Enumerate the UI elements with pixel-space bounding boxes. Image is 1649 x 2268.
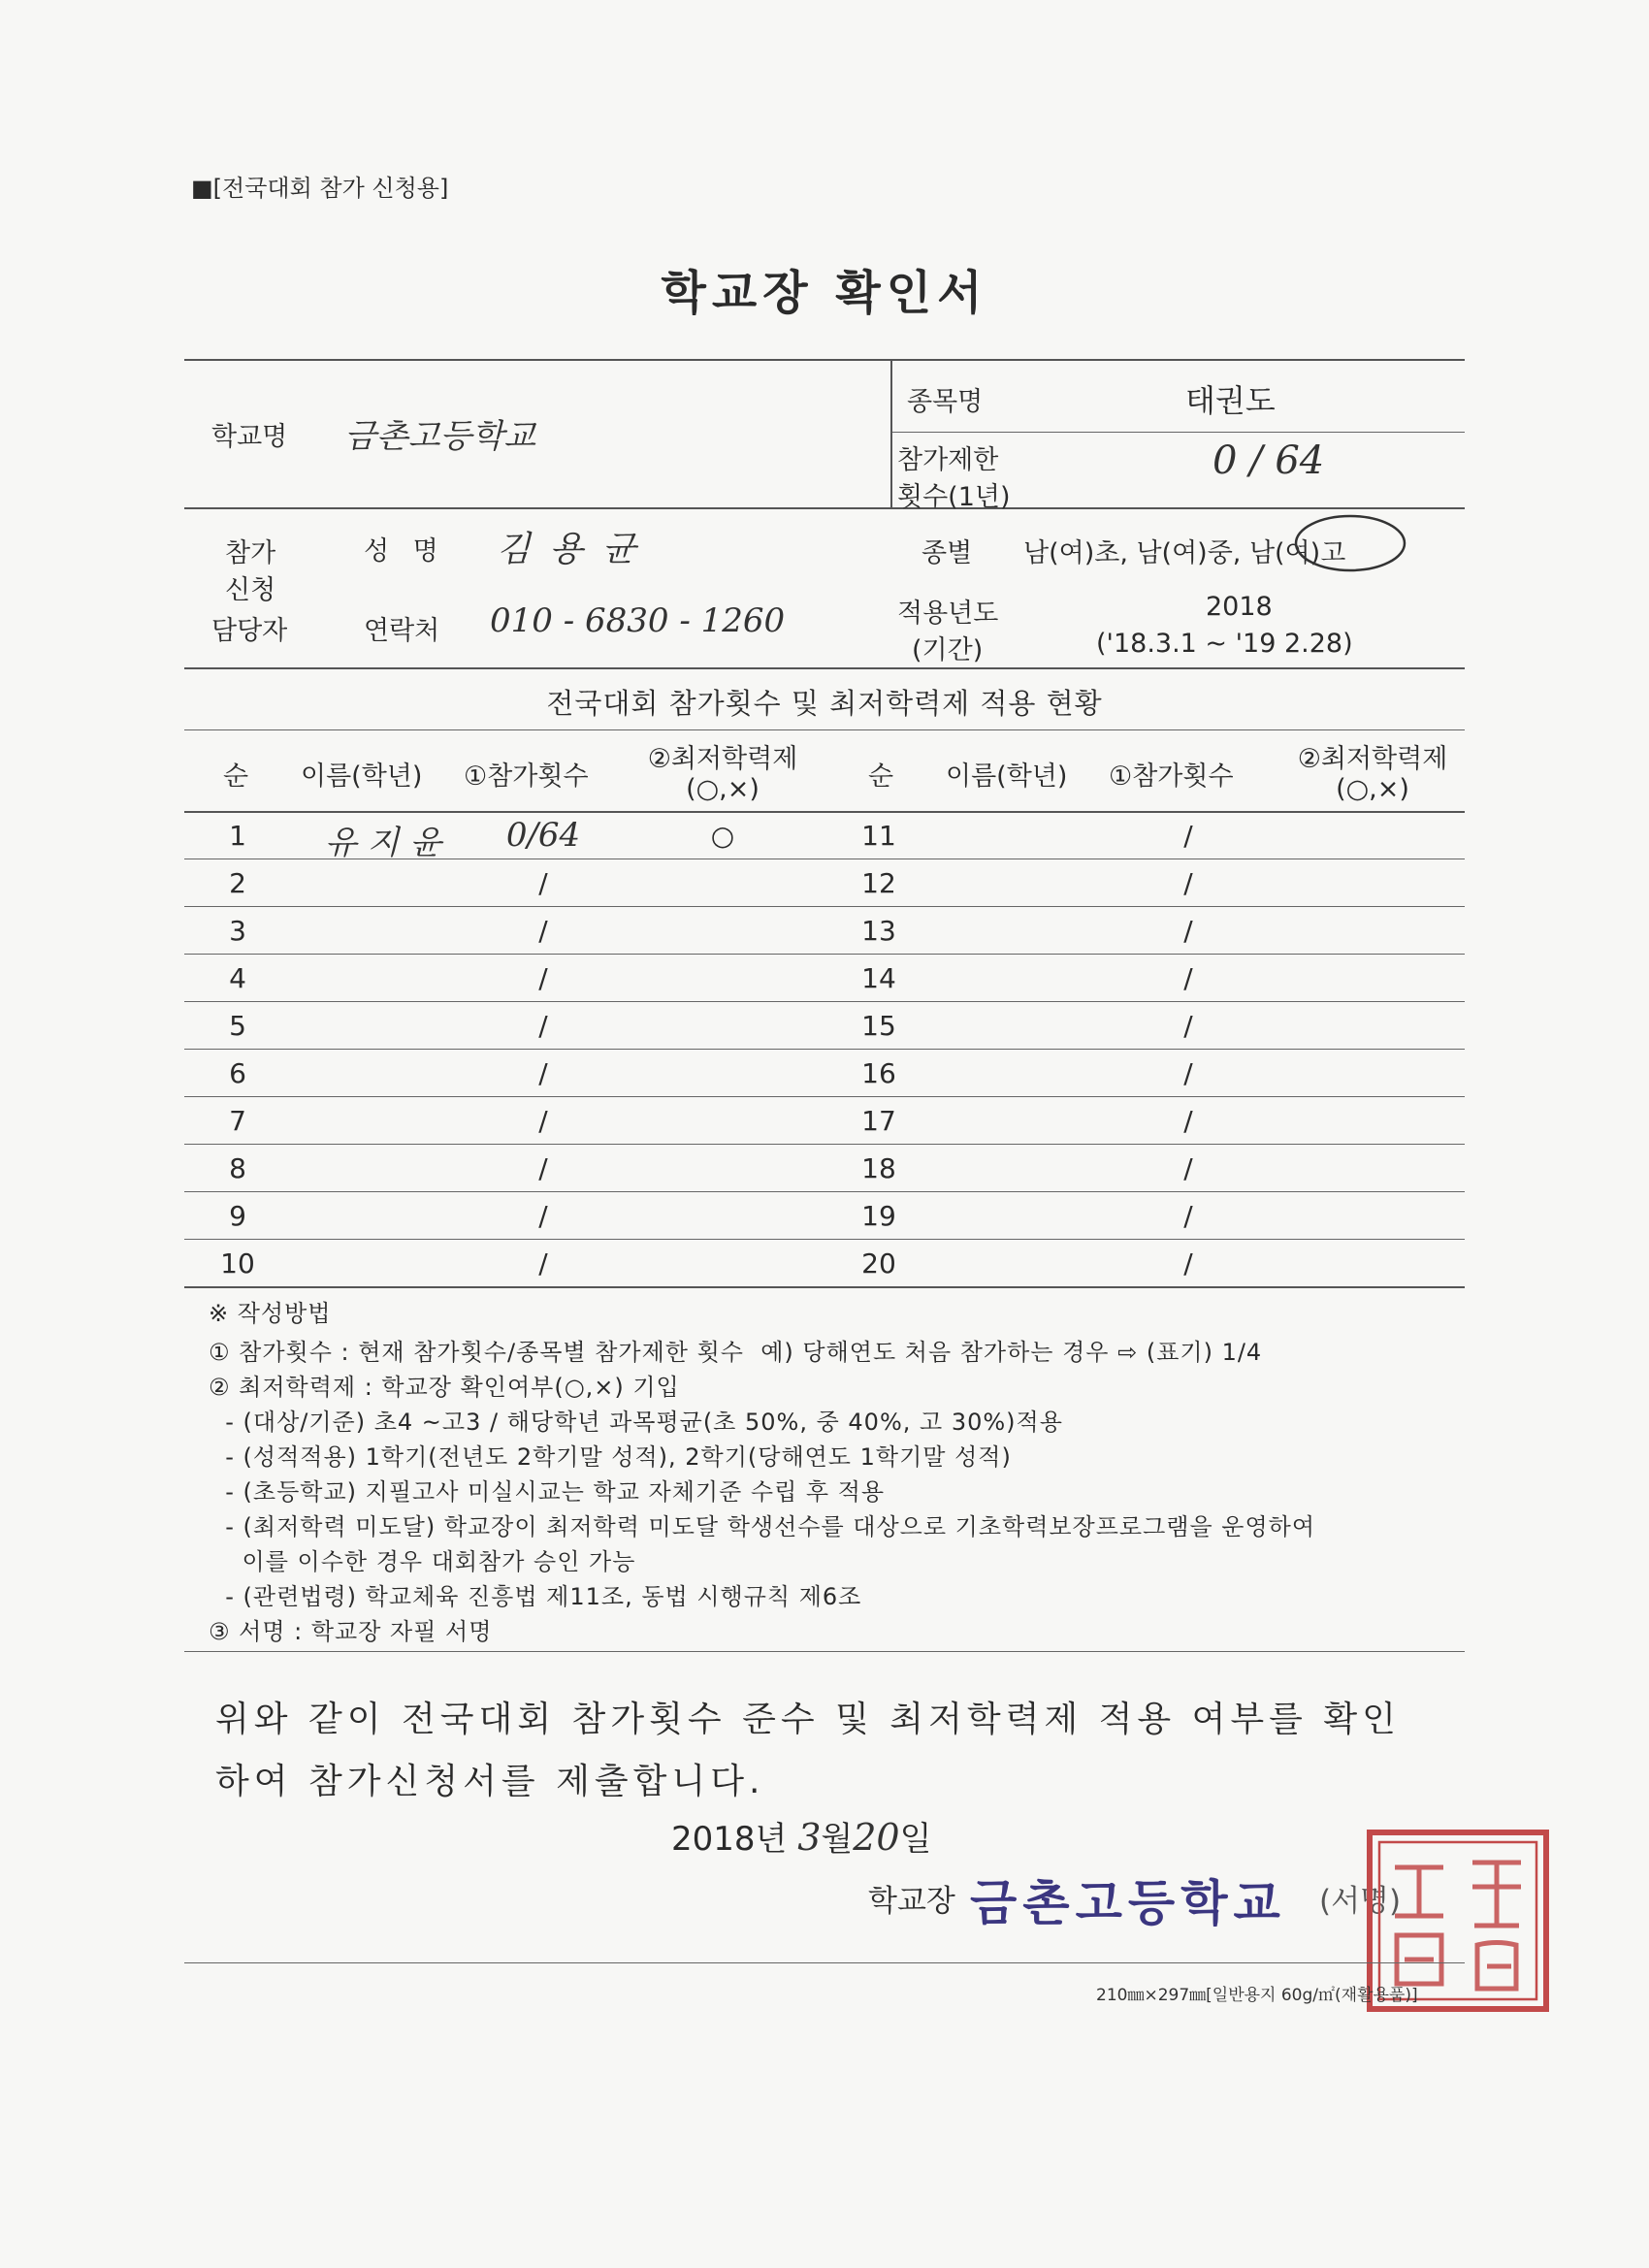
- date-month: 3: [797, 1816, 822, 1859]
- limit-label-2: 횟수(1년): [897, 482, 1011, 512]
- col-min-right-2: (○,×): [1336, 774, 1409, 804]
- row-number: 5: [229, 1010, 246, 1042]
- paper-spec-footer: 210㎜×297㎜[일반용지 60g/㎡(재활용품)]: [1096, 1986, 1418, 2005]
- date-day: 20: [853, 1816, 900, 1859]
- applicant-contact-label: 연락처: [364, 616, 440, 646]
- school-name-label: 학교명: [211, 422, 288, 452]
- row-participation-count: /: [538, 915, 548, 947]
- row-number: 14: [861, 962, 896, 994]
- school-name-value: 금촌고등학교: [344, 417, 536, 456]
- col-min-left-2: (○,×): [686, 774, 760, 804]
- row-number: 13: [861, 915, 896, 947]
- instruction-line: - (초등학교) 지필고사 미실시교는 학교 자체기준 수립 후 적용: [209, 1478, 886, 1506]
- row-participation-count: /: [1183, 867, 1193, 899]
- year-value: 2018: [1206, 592, 1273, 622]
- event-value: 태권도: [1185, 382, 1276, 419]
- row-number: 8: [229, 1152, 246, 1184]
- year-label-1: 적용년도: [897, 599, 999, 629]
- row-number: 11: [861, 820, 896, 852]
- applicant-name-value: 김 용 균: [497, 530, 640, 569]
- applicant-label-1: 참가: [225, 538, 276, 568]
- row-number: 4: [229, 962, 246, 994]
- row-participation-count: /: [538, 962, 548, 994]
- row-participation-count: /: [538, 1105, 548, 1137]
- row-participation-count: /: [538, 1152, 548, 1184]
- instruction-line: - (성적적용) 1학기(전년도 2학기말 성적), 2학기(당해연도 1학기말 성적): [209, 1443, 1012, 1471]
- instruction-line: - (관련법령) 학교체육 진흥법 제11조, 동법 시행규칙 제6조: [209, 1583, 862, 1610]
- form-category-tag: ■[전국대회 참가 신청용]: [191, 175, 449, 202]
- row-name: 유 지 윤: [324, 824, 442, 862]
- row-participation-count: /: [1183, 1247, 1193, 1280]
- applicant-contact-value: 010 - 6830 - 1260: [490, 601, 786, 640]
- row-participation-count: /: [1183, 1010, 1193, 1042]
- row-number: 17: [861, 1105, 896, 1137]
- row-number: 9: [229, 1200, 246, 1232]
- row-participation-count: /: [538, 1010, 548, 1042]
- submission-date: [671, 1812, 931, 1860]
- instruction-line: - (대상/기준) 초4 ~고3 / 해당학년 과목평균(초 50%, 중 40%, 고 30%)적용: [209, 1409, 1063, 1436]
- school-name-stamp: 금촌고등학교: [970, 1874, 1286, 1931]
- declaration-line-2: 하여 참가신청서를 제출합니다.: [215, 1762, 765, 1801]
- row-number: 1: [229, 820, 246, 852]
- row-number: 15: [861, 1010, 896, 1042]
- circle-mark: [1292, 512, 1408, 572]
- row-number: 19: [861, 1200, 896, 1232]
- date-day-unit: 일: [899, 1820, 932, 1859]
- col-num-left: 순: [223, 761, 249, 792]
- col-name-left: 이름(학년): [301, 761, 423, 792]
- row-participation-count: /: [538, 867, 548, 899]
- row-min-standard: ○: [710, 820, 735, 852]
- row-participation-count: /: [538, 1057, 548, 1089]
- row-number: 18: [861, 1152, 896, 1184]
- col-min-right-1: ②최저학력제: [1297, 744, 1448, 774]
- instruction-line: - (최저학력 미도달) 학교장이 최저학력 미도달 학생선수를 대상으로 기초학력보장프로그램을 운영하여: [209, 1513, 1316, 1540]
- row-participation-count: 0/64: [505, 816, 581, 855]
- row-number: 12: [861, 867, 896, 899]
- row-number: 2: [229, 867, 246, 899]
- applicant-name-label: 성 명: [364, 536, 446, 567]
- instruction-line: ※ 작성방법: [209, 1300, 332, 1327]
- declaration-line-1: 위와 같이 전국대회 참가횟수 준수 및 최저학력제 적용 여부를 확인: [215, 1700, 1401, 1739]
- row-number: 16: [861, 1057, 896, 1089]
- instruction-line: ③ 서명 : 학교장 자필 서명: [209, 1618, 493, 1645]
- instruction-line: ① 참가횟수 : 현재 참가횟수/종목별 참가제한 횟수 예) 당해연도 처음 참가하는 경우 ⇨ (표기) 1/4: [209, 1339, 1263, 1366]
- row-participation-count: /: [1183, 1105, 1193, 1137]
- row-number: 20: [861, 1247, 896, 1280]
- row-participation-count: /: [538, 1200, 548, 1232]
- event-label: 종목명: [907, 387, 984, 417]
- signature-label: (서명): [1319, 1884, 1402, 1919]
- year-period: ('18.3.1 ~ '19 2.28): [1096, 629, 1353, 659]
- date-year: 2018년: [671, 1820, 788, 1859]
- col-count-right: ①참가횟수: [1109, 761, 1234, 792]
- row-number: 7: [229, 1105, 246, 1137]
- row-participation-count: /: [538, 1247, 548, 1280]
- applicant-label-2: 신청: [225, 575, 276, 605]
- category-label: 종별: [922, 538, 973, 568]
- row-participation-count: /: [1183, 1152, 1193, 1184]
- instruction-line: ② 최저학력제 : 학교장 확인여부(○,×) 기입: [209, 1374, 680, 1401]
- page-title: 학교장 확인서: [661, 266, 988, 320]
- limit-value: 0 / 64: [1212, 438, 1325, 483]
- category-value: 남(여)초, 남(여)중, 남(여)고: [1023, 538, 1346, 568]
- row-participation-count: /: [1183, 820, 1193, 852]
- row-participation-count: /: [1183, 1200, 1193, 1232]
- col-min-left-1: ②최저학력제: [647, 744, 798, 774]
- row-number: 6: [229, 1057, 246, 1089]
- col-count-left: ①참가횟수: [464, 761, 589, 792]
- principal-label: 학교장: [868, 1884, 955, 1919]
- year-label-2: (기간): [912, 635, 984, 665]
- date-month-unit: 월: [821, 1820, 854, 1859]
- row-number: 10: [220, 1247, 255, 1280]
- instruction-line: 이를 이수한 경우 대회참가 승인 가능: [209, 1548, 636, 1575]
- row-number: 3: [229, 915, 246, 947]
- col-name-right: 이름(학년): [946, 761, 1068, 792]
- applicant-label-3: 담당자: [211, 616, 288, 646]
- limit-label-1: 참가제한: [897, 445, 999, 475]
- row-participation-count: /: [1183, 915, 1193, 947]
- row-participation-count: /: [1183, 1057, 1193, 1089]
- row-participation-count: /: [1183, 962, 1193, 994]
- col-num-right: 순: [868, 761, 894, 792]
- table-title: 전국대회 참가횟수 및 최저학력제 적용 현황: [546, 687, 1103, 720]
